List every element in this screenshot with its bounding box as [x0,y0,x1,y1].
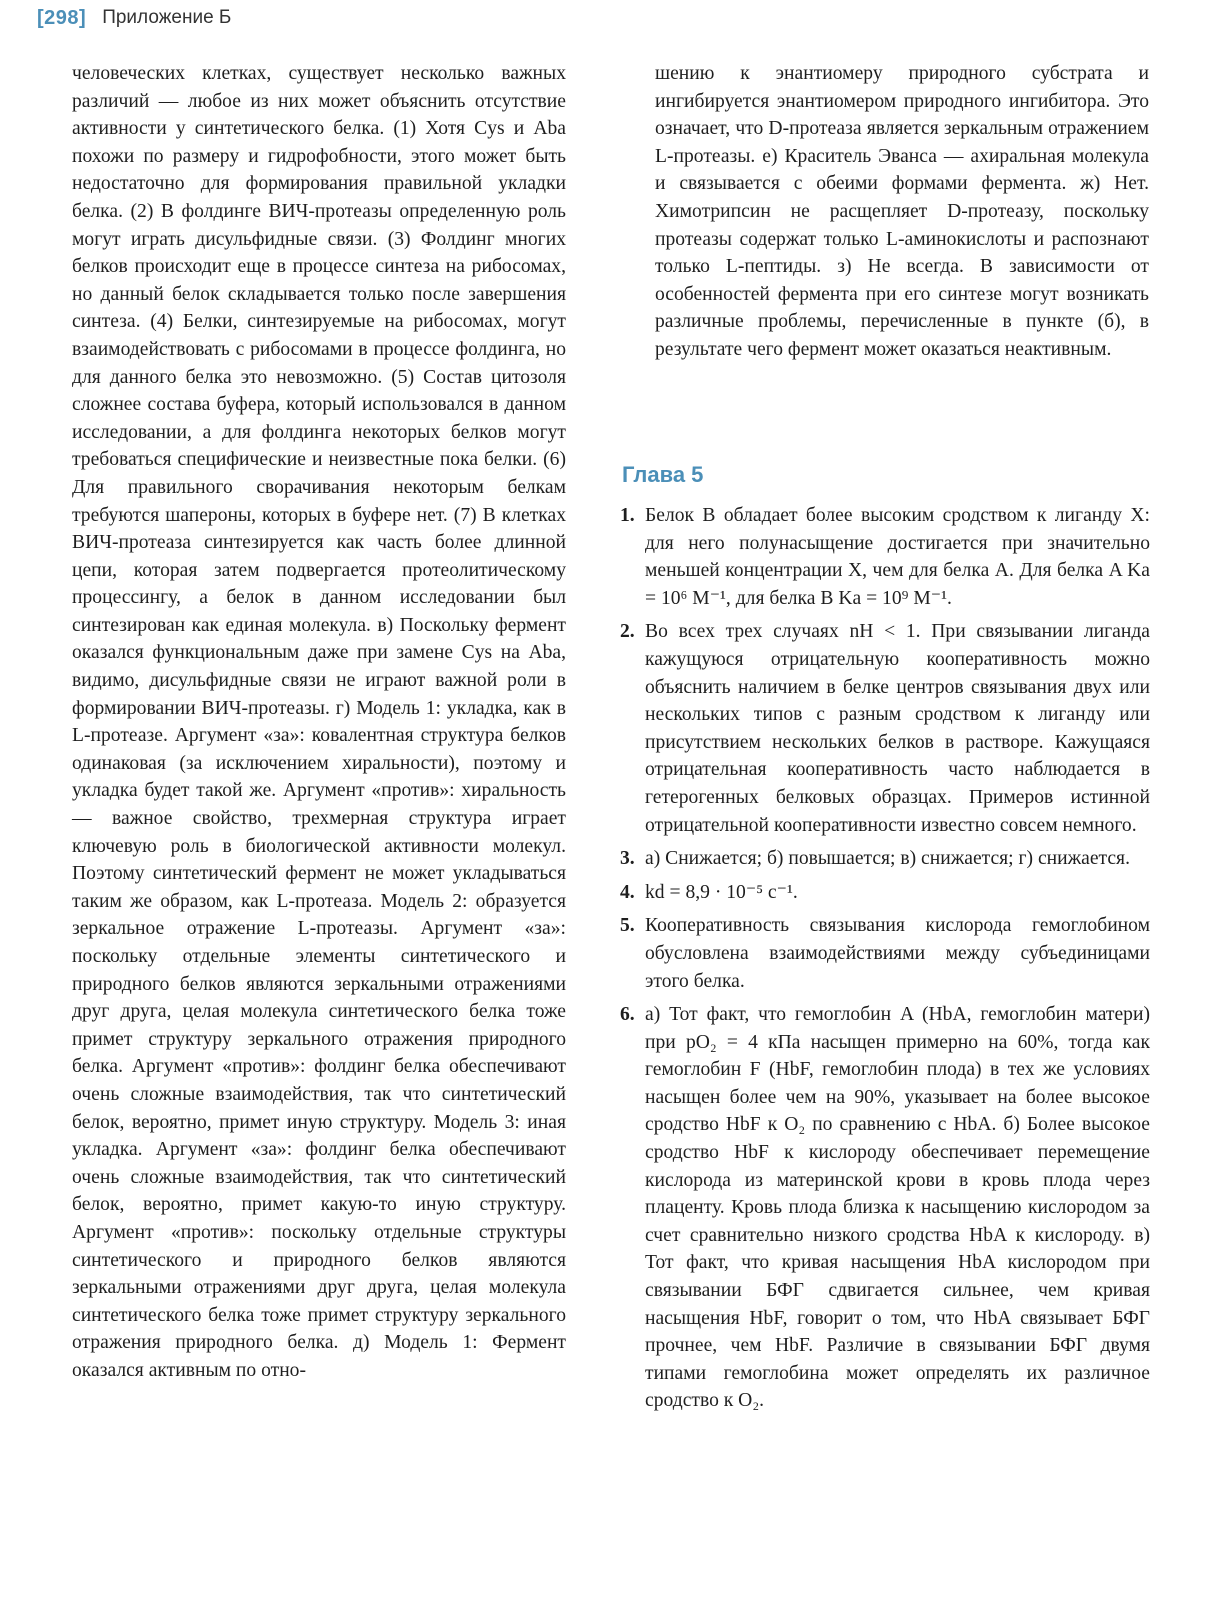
item-number: 4. [620,881,635,903]
list-item [620,502,1150,612]
running-title: Приложение Б [102,7,232,28]
item-text: Кооперативность связывания кислорода гемоглобином обусловлена взаимодействиями между субъединицами этого белка. [645,915,1150,992]
item-text: а) Снижается; б) повышается; в) снижается; г) снижается. [645,848,1130,870]
item-text: Во всех трех случаях nH < 1. При связывании лиганда кажущуюся отрицательную кооперативность можно объяснить наличием в белке центров связывания двух или нескольких типов с разным сродством к лиганду или присутствием нескольких белков в растворе. Кажущаяся отрицательная кооперативность часто наблюдается в гетерогенных белковых образцах. Примеров истинной отрицательной кооперативности известно совсем немного. [645,621,1150,836]
right-column-text: шению к энантиомеру природного субстрата и ингибируется энантиомером природного ингибитора. Это означает, что D-протеаза является зеркальным отражением L-протеазы. е) Краситель Эванса — ахиральная молекула и связывается с обеими формами фермента. ж) Нет. Химотрипсин не расщепляет D-протеазу, поскольку протеазы содержат только L-аминокислоты и распознают только L-пептиды. з) Не всегда. В зависимости от особенностей фермента при его синтезе могут возникать различные проблемы, перечисленные в пункте (б), в результате чего фермент может оказаться неактивным. [655,63,1149,360]
list-item [620,845,1150,873]
item-text: Белок B обладает более высоким сродством к лиганду X: для него полунасыщение достигается при значительно меньшей концентрации X, чем для белка A. Для белка A Ka = 10⁶ M⁻¹, для белка B Ka = 10⁹ M⁻¹. [645,505,1150,609]
item-text: kd = 8,9 · 10⁻⁵ с⁻¹. [645,881,798,903]
item-text: а) Тот факт, что гемоглобин A (HbA, гемоглобин матери) при pO₂ = 4 кПа насыщен примерно на 60%, тогда как гемоглобин F (HbF, гемоглобин плода) в тех же условиях насыщен более чем на 90%, указывает на более высокое сродство HbF к O₂ по сравнению с HbA. б) Более высокое сродство HbF к кислороду обеспечивает перемещение кислорода из материнской крови в кровь плода через плаценту. Кровь плода близка к насыщению кислородом за счет сравнительно низкого сродства HbA к кислороду. в) Тот факт, что кривая насыщения HbA кислородом при связывании БФГ сдвигается сильнее, чем кривая насыщения HbF, говорит о том, что HbA связывает БФГ прочнее, чем HbF. Различие в связывании БФГ двумя типами гемоглобина может определять их различное сродство к O₂. [645,1004,1150,1412]
list-item [620,912,1150,995]
chapter-answers-list [620,502,1150,1421]
page-number: [298] [37,6,87,29]
chapter-heading: Глава 5 [622,462,704,487]
item-number: 6. [620,1004,635,1026]
item-number: 5. [620,915,635,937]
item-number: 1. [620,505,635,526]
right-column [655,60,1149,364]
item-number: 3. [620,848,635,870]
list-item [620,1001,1150,1415]
page-header [37,3,231,33]
item-number: 2. [620,621,635,643]
left-column-text: человеческих клетках, существует несколько важных различий — любое из них может объяснить отсутствие активности у синтетического белка. (1) Хотя Cys и Aba похожи по размеру и гидрофобности, этого может быть недостаточно для формирования правильной укладки белка. (2) В фолдинге ВИЧ-протеазы определенную роль могут играть дисульфидные связи. (3) Фолдинг многих белков происходит еще в процессе синтеза на рибосомах, но данный белок складывается только после завершения синтеза. (4) Белки, синтезируемые на рибосомах, могут взаимодействовать с рибосомами в процессе фолдинга, но для данного белка это невозможно. (5) Состав цитозоля сложнее состава буфера, который использовался в данном исследовании, а для фолдинга некоторых белков могут требоваться специфические и неизвестные пока белки. (6) Для правильного сворачивания некоторым белкам требуются шапероны, которых в буфере нет. (7) В клетках ВИЧ-протеаза синтезируется как часть более длинной цепи, которая затем подвергается протеолитическому процессингу, а белок в данном исследовании был синтезирован как единая молекула. в) Поскольку фермент оказался функциональным даже при замене Cys на Aba, видимо, дисульфидные связи не играют важной роли в формировании ВИЧ-протеазы. г) Модель 1: укладка, как в L-протеазе. Аргумент «за»: ковалентная структура белков одинаковая (за исключением хиральности), поэтому и укладка будет такой же. Аргумент «против»: хиральность — важное свойство, трехмерная структура играет ключевую роль в биологической активности молекул. Поэтому синтетический фермент не может укладываться таким же образом, как L-протеаза. Модель 2: образуется зеркальное отражение L-протеазы. Аргумент «за»: поскольку отдельные элементы синтетического и природного белков являются зеркальными отражениями друг друга, целая молекула синтетического белка тоже примет структуру зеркального отражения природного белка. Аргумент «против»: фолдинг белка обеспечивают очень сложные взаимодействия, так что синтетический белок, вероятно, примет иную структуру. Модель 3: иная укладка. Аргумент «за»: фолдинг белка обеспечивают очень сложные взаимодействия, так что синтетический белок, вероятно, примет какую-то иную структуру. Аргумент «против»: поскольку отдельные структуры синтетического и природного белков являются зеркальными отражениями друг друга, целая молекула синтетического белка тоже примет структуру зеркального отражения природного белка. д) Модель 1: Фермент оказался активным по отно- [72,63,566,1381]
list-item [620,618,1150,839]
list-item [620,879,1150,907]
left-column [72,60,566,1385]
